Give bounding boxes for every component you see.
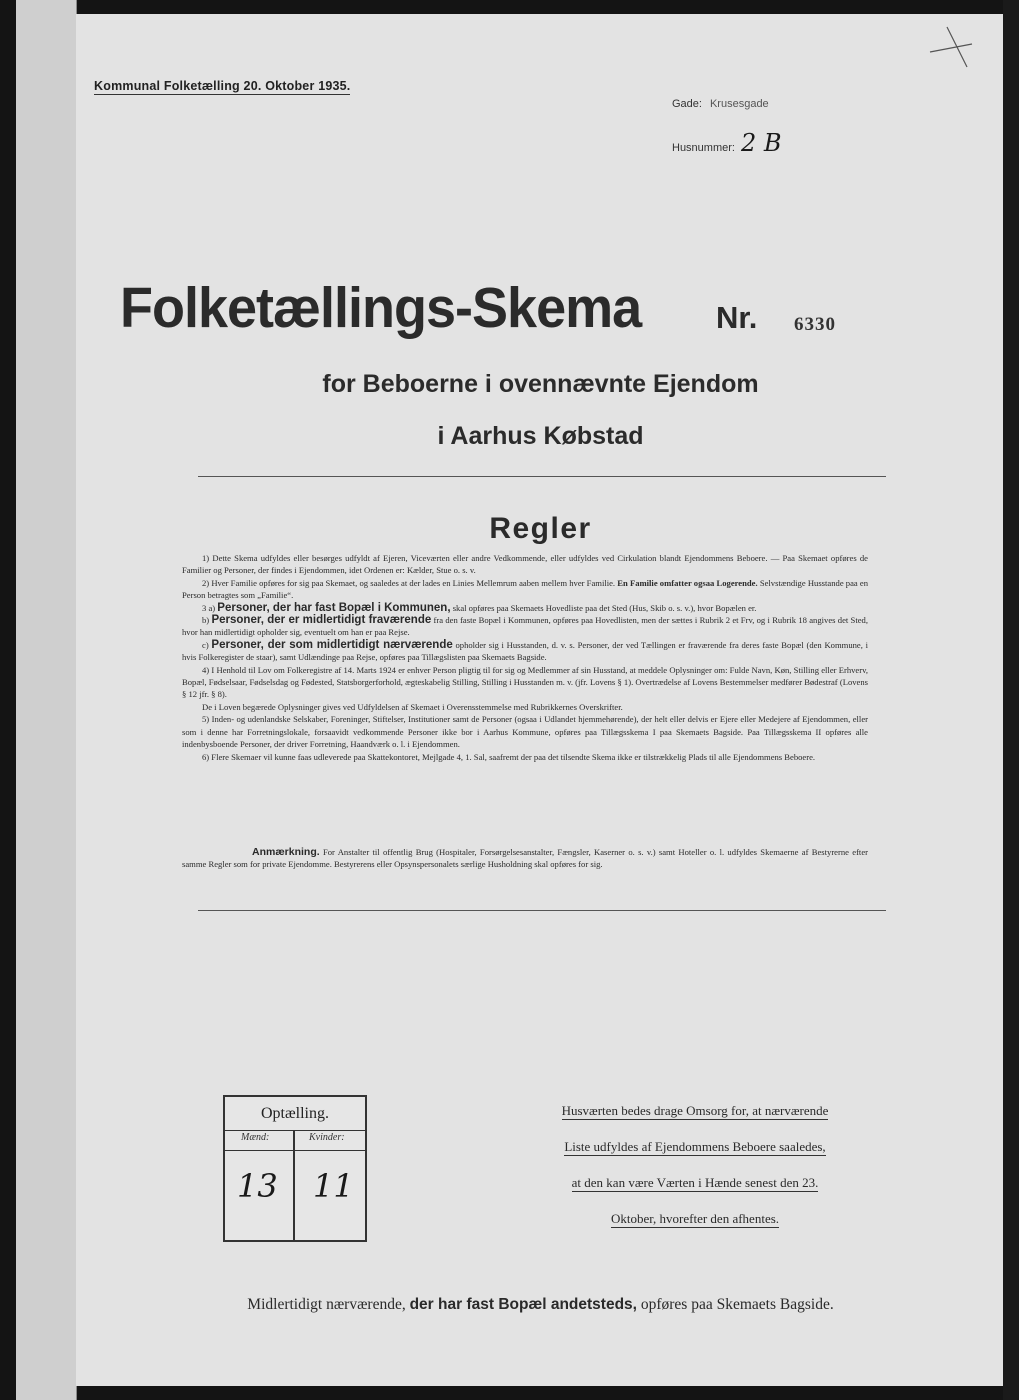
rule-3a-heading: Personer, der har fast Bopæl i Kommunen,: [217, 601, 451, 614]
note-line-4: [520, 1211, 870, 1227]
rule-2-tail: Selvstændige Husstande paa en Person betragtes som „Familie“.: [182, 577, 869, 601]
optaelling-title: Optælling.: [225, 1097, 365, 1131]
footer-post: opføres paa Skemaets Bagside.: [640, 1296, 834, 1313]
rule-3c-text: opholder sig i Husstanden, d. v. s. Personer, der ved Tællingen er fraværende fra deres faste Bopæl (den Kommune, i hvis Folkeregister de staar), samt Udlændinge paa Rejse, opføres paa Tillægslisten paa Skemaets Bagside.: [182, 639, 869, 663]
footer-bold: der har fast Bopæl andetsteds,: [409, 1296, 637, 1313]
footer-pre: Midlertidigt nærværende,: [247, 1296, 406, 1313]
maend-value: 13: [237, 1167, 278, 1205]
form-nr-value: 6330: [794, 314, 836, 335]
rule-5-text: 5) Inden- og udenlandske Selskaber, Foreninger, Stiftelser, Institutioner samt de Personer (ogsaa i Udlandet hjemmehørende), der helt eller delvis er Ejere eller Medejere af Ejendommen, eller som i denne har Forretningslokale, forsaavidt vedkommende Personer ikke bor i Aarhus Kommune, opføres paa Tillægsskema I paa Skemaets Bagside. Paa Tillægsskema II opføres alle indenbysboende Personer, der driver Forretning, Haandværk o. l. i Ejendommen.: [182, 714, 868, 750]
form-nr-label: Nr.: [716, 300, 758, 335]
divider-top: [198, 476, 886, 477]
rule-2-bold: En Familie omfatter ogsaa Logerende.: [617, 577, 758, 588]
rule-3b-text: fra den faste Bopæl i Kommunen, opføres paa Hovedlisten, men der sættes i Rubrik 2 et Frv, og i Rubrik 18 angives det Sted, hvor han midlertidigt opholder sig, eventuelt om han er paa Rejse.: [182, 615, 868, 638]
anmaerkning-text: For Anstalter til offentlig Brug (Hospitaler, Forsørgelsesanstalter, Fængsler, Kaserner o. s. v.) samt Hoteller o. l. udfyldes Skemaerne af Bestyrerne efter samme Regler som for private Ejendomme. Bestyrerens eller Opsynspersonalets særlige Husholdning skal opføres for sig.: [182, 847, 868, 870]
rule-1-text: 1) Dette Skema udfyldes eller besørges udfyldt af Ejeren, Viceværten eller andre Vedkommende, eller udfyldes ved Cirkulation blandt Ejendommens Beboere. — Paa Skemaet opføres de Familier og Personer, der findes i Ejendommen, idet Ordenen er: Kælder, Stue o. s. v.: [182, 553, 868, 576]
note-line-1: [520, 1103, 870, 1119]
rule-4b: [182, 701, 868, 713]
maend-label: Mænd:: [241, 1132, 270, 1143]
rule-3c: [182, 639, 868, 664]
divider-bottom: [198, 910, 886, 911]
rule-4: [182, 664, 868, 701]
rule-6-text: 6) Flere Skemaer vil kunne faas udleverede paa Skattekontoret, Mejlgade 4, 1. Sal, saafremt der paa det tilsendte Skema ikke er tilstrækkelig Plads til alle Ejendommens Beboere.: [202, 751, 816, 762]
corner-pencil-mark: [922, 22, 982, 72]
rule-1: [182, 552, 868, 577]
census-header: Kommunal Folketælling 20. Oktober 1935.: [94, 79, 351, 93]
rule-3b-num: b): [202, 615, 210, 626]
rule-3a-text: skal opføres paa Skemaets Hovedliste paa det Sted (Hus, Skib o. s. v.), hvor Bopælen er.: [452, 602, 757, 613]
husnummer-label: Husnummer:: [672, 142, 735, 154]
optaelling-box: [223, 1095, 367, 1242]
right-edge-shadow: [1003, 0, 1019, 1400]
gade-field: [672, 94, 769, 112]
rule-3b: [182, 614, 868, 639]
note-line-4-text: Oktober, hvorefter den afhentes.: [610, 1211, 780, 1226]
form-subtitle-2: i Aarhus Købstad: [437, 422, 644, 450]
form-title: Folketællings-Skema: [120, 276, 642, 340]
gade-value: Krusesgade: [709, 98, 769, 110]
box-row-divider: [225, 1150, 365, 1151]
regler-body: [182, 552, 868, 763]
kvinder-label: Kvinder:: [309, 1132, 345, 1143]
kvinder-value: 11: [313, 1167, 354, 1205]
rule-4-text: 4) I Henhold til Lov om Folkeregistre af 14. Marts 1924 er enhver Person pligtig til for sig og Medlemmer af sin Husstand, at meddele Oplysninger om: Fulde Navn, Køn, Stilling eller Erhverv, Bopæl, Fødselsaar, Fødselsdag og Fødested, Statsborgerforhold, ægteskabelig Stilling, Stilling i Husstanden m. v. (jfr. Lovens § 1). Overtrædelse af Lovens Bestemmelser medfører Bødestraf (Lovens § 12 jfr. § 8).: [182, 664, 868, 700]
rule-3c-heading: Personer, der som midlertidigt nærværende: [211, 638, 453, 651]
rule-2: [182, 577, 868, 602]
box-column-divider: [293, 1131, 295, 1240]
rule-3c-num: c): [202, 639, 209, 650]
rule-6: [182, 751, 868, 763]
note-line-2-text: Liste udfyldes af Ejendommens Beboere saaledes,: [564, 1139, 826, 1154]
husnummer-field: [672, 129, 782, 157]
husnummer-value: 2 B: [740, 129, 782, 157]
left-binding-strip: [16, 0, 77, 1400]
note-line-2: [520, 1139, 870, 1155]
regler-heading: Regler: [489, 512, 592, 545]
anmaerkning: [182, 846, 868, 871]
note-line-3-text: at den kan være Værten i Hænde senest den 23.: [571, 1175, 819, 1190]
gade-label: Gade:: [672, 98, 702, 110]
rule-2-text: 2) Hver Familie opføres for sig paa Skemaet, og saaledes at der lades en Linies Mellemrum aaben mellem hver Familie.: [202, 577, 616, 588]
footer-line: [76, 1296, 1005, 1314]
rule-3a-num: 3 a): [202, 602, 216, 613]
rule-3a: [182, 602, 868, 614]
anmaerkning-label: Anmærkning.: [252, 846, 320, 858]
note-line-1-text: Husværten bedes drage Omsorg for, at nærværende: [561, 1103, 829, 1118]
rule-3b-heading: Personer, der er midlertidigt fraværende: [211, 614, 432, 627]
form-subtitle-1: for Beboerne i ovennævnte Ejendom: [322, 370, 759, 398]
rule-5: [182, 713, 868, 750]
rule-4b-text: De i Loven begærede Oplysninger gives ved Udfyldelsen af Skemaet i Overensstemmelse med Rubrikkernes Overskrifter.: [202, 701, 623, 712]
note-line-3: [520, 1175, 870, 1191]
